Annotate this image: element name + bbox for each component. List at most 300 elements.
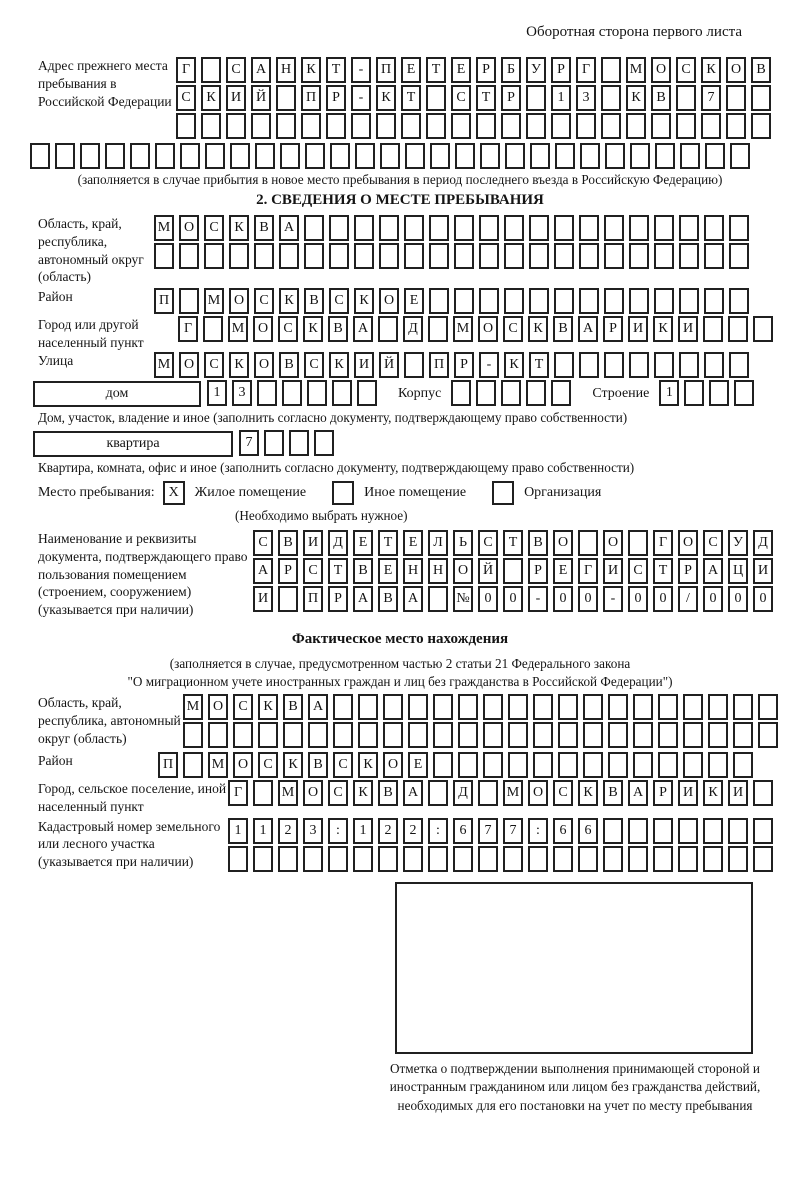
- char-box[interactable]: [176, 113, 196, 139]
- char-box[interactable]: О: [179, 352, 199, 378]
- char-box[interactable]: [401, 113, 421, 139]
- char-box[interactable]: 7: [701, 85, 721, 111]
- char-box[interactable]: [383, 694, 403, 720]
- char-box[interactable]: [428, 586, 448, 612]
- char-box[interactable]: [705, 143, 725, 169]
- char-box[interactable]: [529, 288, 549, 314]
- char-box[interactable]: [426, 85, 446, 111]
- char-box[interactable]: О: [678, 530, 698, 556]
- char-box[interactable]: 0: [728, 586, 748, 612]
- char-box[interactable]: [734, 380, 754, 406]
- char-box[interactable]: О: [229, 288, 249, 314]
- char-box[interactable]: [633, 694, 653, 720]
- char-box[interactable]: К: [329, 352, 349, 378]
- char-box[interactable]: [253, 846, 273, 872]
- char-box[interactable]: [580, 143, 600, 169]
- checkbox-organizaciya[interactable]: [492, 481, 514, 505]
- char-box[interactable]: С: [676, 57, 696, 83]
- char-box[interactable]: Ц: [728, 558, 748, 584]
- char-box[interactable]: [55, 143, 75, 169]
- char-box[interactable]: [758, 722, 778, 748]
- char-box[interactable]: О: [478, 316, 498, 342]
- char-box[interactable]: [603, 818, 623, 844]
- char-box[interactable]: [526, 380, 546, 406]
- char-box[interactable]: [30, 143, 50, 169]
- char-box[interactable]: 3: [232, 380, 252, 406]
- char-box[interactable]: Е: [408, 752, 428, 778]
- char-box[interactable]: [328, 846, 348, 872]
- char-box[interactable]: [578, 530, 598, 556]
- char-box[interactable]: В: [283, 694, 303, 720]
- char-box[interactable]: [653, 846, 673, 872]
- char-box[interactable]: [357, 380, 377, 406]
- char-box[interactable]: [458, 722, 478, 748]
- char-box[interactable]: [654, 215, 674, 241]
- char-box[interactable]: [203, 316, 223, 342]
- char-box[interactable]: [355, 143, 375, 169]
- char-box[interactable]: П: [303, 586, 323, 612]
- char-box[interactable]: [653, 818, 673, 844]
- char-box[interactable]: А: [403, 780, 423, 806]
- char-box[interactable]: [428, 846, 448, 872]
- char-box[interactable]: [478, 846, 498, 872]
- char-box[interactable]: С: [233, 694, 253, 720]
- char-box[interactable]: [551, 380, 571, 406]
- char-box[interactable]: К: [301, 57, 321, 83]
- char-box[interactable]: [351, 113, 371, 139]
- char-box[interactable]: О: [528, 780, 548, 806]
- char-box[interactable]: [354, 215, 374, 241]
- char-box[interactable]: [533, 752, 553, 778]
- char-box[interactable]: [504, 243, 524, 269]
- char-box[interactable]: Б: [501, 57, 521, 83]
- char-box[interactable]: С: [503, 316, 523, 342]
- char-box[interactable]: [403, 846, 423, 872]
- char-box[interactable]: [628, 818, 648, 844]
- char-box[interactable]: [633, 752, 653, 778]
- char-box[interactable]: [105, 143, 125, 169]
- char-box[interactable]: [280, 143, 300, 169]
- char-box[interactable]: [426, 113, 446, 139]
- char-box[interactable]: [378, 846, 398, 872]
- char-box[interactable]: [180, 143, 200, 169]
- char-box[interactable]: У: [526, 57, 546, 83]
- char-box[interactable]: [358, 722, 378, 748]
- char-box[interactable]: [130, 143, 150, 169]
- char-box[interactable]: [683, 722, 703, 748]
- char-box[interactable]: 0: [753, 586, 773, 612]
- char-box[interactable]: С: [303, 558, 323, 584]
- char-box[interactable]: [433, 694, 453, 720]
- char-box[interactable]: [305, 143, 325, 169]
- char-box[interactable]: [579, 243, 599, 269]
- char-box[interactable]: Р: [326, 85, 346, 111]
- char-box[interactable]: К: [376, 85, 396, 111]
- char-box[interactable]: [726, 113, 746, 139]
- char-box[interactable]: [204, 243, 224, 269]
- char-box[interactable]: [604, 352, 624, 378]
- char-box[interactable]: [433, 752, 453, 778]
- char-box[interactable]: [529, 215, 549, 241]
- char-box[interactable]: Д: [403, 316, 423, 342]
- char-box[interactable]: В: [304, 288, 324, 314]
- char-box[interactable]: [155, 143, 175, 169]
- char-box[interactable]: К: [653, 316, 673, 342]
- char-box[interactable]: [483, 694, 503, 720]
- char-box[interactable]: [504, 215, 524, 241]
- char-box[interactable]: В: [528, 530, 548, 556]
- char-box[interactable]: О: [383, 752, 403, 778]
- char-box[interactable]: К: [283, 752, 303, 778]
- char-box[interactable]: -: [351, 85, 371, 111]
- char-box[interactable]: М: [204, 288, 224, 314]
- char-box[interactable]: [80, 143, 100, 169]
- char-box[interactable]: В: [751, 57, 771, 83]
- char-box[interactable]: О: [303, 780, 323, 806]
- char-box[interactable]: [179, 243, 199, 269]
- char-box[interactable]: -: [603, 586, 623, 612]
- char-box[interactable]: А: [279, 215, 299, 241]
- char-box[interactable]: [226, 113, 246, 139]
- char-box[interactable]: [479, 215, 499, 241]
- char-box[interactable]: Д: [753, 530, 773, 556]
- char-box[interactable]: 0: [653, 586, 673, 612]
- char-box[interactable]: Е: [404, 288, 424, 314]
- char-box[interactable]: [208, 722, 228, 748]
- char-box[interactable]: [476, 113, 496, 139]
- char-box[interactable]: С: [628, 558, 648, 584]
- char-box[interactable]: [583, 722, 603, 748]
- char-box[interactable]: К: [201, 85, 221, 111]
- char-box[interactable]: М: [228, 316, 248, 342]
- char-box[interactable]: [354, 243, 374, 269]
- char-box[interactable]: 0: [578, 586, 598, 612]
- char-box[interactable]: [183, 722, 203, 748]
- char-box[interactable]: [676, 113, 696, 139]
- char-box[interactable]: С: [278, 316, 298, 342]
- char-box[interactable]: 0: [703, 586, 723, 612]
- checkbox-inoe[interactable]: [332, 481, 354, 505]
- char-box[interactable]: 0: [478, 586, 498, 612]
- char-box[interactable]: №: [453, 586, 473, 612]
- char-box[interactable]: Т: [326, 57, 346, 83]
- char-box[interactable]: [733, 694, 753, 720]
- char-box[interactable]: К: [358, 752, 378, 778]
- char-box[interactable]: О: [254, 352, 274, 378]
- char-box[interactable]: Ь: [453, 530, 473, 556]
- char-box[interactable]: [554, 215, 574, 241]
- char-box[interactable]: 7: [239, 430, 259, 456]
- char-box[interactable]: Е: [451, 57, 471, 83]
- char-box[interactable]: [428, 316, 448, 342]
- char-box[interactable]: Р: [454, 352, 474, 378]
- char-box[interactable]: [508, 722, 528, 748]
- char-box[interactable]: А: [628, 780, 648, 806]
- char-box[interactable]: [479, 243, 499, 269]
- char-box[interactable]: [728, 846, 748, 872]
- char-box[interactable]: Р: [328, 586, 348, 612]
- char-box[interactable]: М: [154, 215, 174, 241]
- char-box[interactable]: К: [528, 316, 548, 342]
- char-box[interactable]: [501, 380, 521, 406]
- char-box[interactable]: [303, 846, 323, 872]
- char-box[interactable]: [751, 113, 771, 139]
- char-box[interactable]: Й: [251, 85, 271, 111]
- char-box[interactable]: [258, 722, 278, 748]
- char-box[interactable]: [704, 288, 724, 314]
- char-box[interactable]: Р: [551, 57, 571, 83]
- char-box[interactable]: [729, 352, 749, 378]
- char-box[interactable]: С: [328, 780, 348, 806]
- char-box[interactable]: А: [703, 558, 723, 584]
- char-box[interactable]: 7: [503, 818, 523, 844]
- char-box[interactable]: [530, 143, 550, 169]
- char-box[interactable]: Г: [228, 780, 248, 806]
- char-box[interactable]: [480, 143, 500, 169]
- char-box[interactable]: [629, 288, 649, 314]
- char-box[interactable]: В: [553, 316, 573, 342]
- char-box[interactable]: [504, 288, 524, 314]
- char-box[interactable]: [678, 846, 698, 872]
- char-box[interactable]: [458, 752, 478, 778]
- char-box[interactable]: [576, 113, 596, 139]
- char-box[interactable]: А: [403, 586, 423, 612]
- char-box[interactable]: [505, 143, 525, 169]
- char-box[interactable]: С: [176, 85, 196, 111]
- char-box[interactable]: [383, 722, 403, 748]
- char-box[interactable]: [555, 143, 575, 169]
- char-box[interactable]: [726, 85, 746, 111]
- char-box[interactable]: П: [429, 352, 449, 378]
- char-box[interactable]: [704, 352, 724, 378]
- char-box[interactable]: Т: [328, 558, 348, 584]
- char-box[interactable]: К: [229, 352, 249, 378]
- char-box[interactable]: С: [451, 85, 471, 111]
- char-box[interactable]: [333, 722, 353, 748]
- char-box[interactable]: К: [279, 288, 299, 314]
- char-box[interactable]: Т: [653, 558, 673, 584]
- char-box[interactable]: Г: [576, 57, 596, 83]
- char-box[interactable]: [679, 352, 699, 378]
- char-box[interactable]: Л: [428, 530, 448, 556]
- char-box[interactable]: [353, 846, 373, 872]
- char-box[interactable]: [629, 215, 649, 241]
- char-box[interactable]: [454, 243, 474, 269]
- char-box[interactable]: С: [258, 752, 278, 778]
- char-box[interactable]: [533, 694, 553, 720]
- char-box[interactable]: И: [226, 85, 246, 111]
- char-box[interactable]: -: [479, 352, 499, 378]
- char-box[interactable]: [329, 243, 349, 269]
- char-box[interactable]: Й: [478, 558, 498, 584]
- char-box[interactable]: Р: [678, 558, 698, 584]
- char-box[interactable]: П: [154, 288, 174, 314]
- char-box[interactable]: [380, 143, 400, 169]
- char-box[interactable]: Д: [453, 780, 473, 806]
- char-box[interactable]: О: [603, 530, 623, 556]
- char-box[interactable]: А: [578, 316, 598, 342]
- char-box[interactable]: 6: [453, 818, 473, 844]
- char-box[interactable]: К: [354, 288, 374, 314]
- char-box[interactable]: Р: [501, 85, 521, 111]
- char-box[interactable]: В: [353, 558, 373, 584]
- char-box[interactable]: [228, 846, 248, 872]
- char-box[interactable]: [253, 780, 273, 806]
- char-box[interactable]: [179, 288, 199, 314]
- char-box[interactable]: И: [628, 316, 648, 342]
- char-box[interactable]: [628, 846, 648, 872]
- char-box[interactable]: [658, 694, 678, 720]
- char-box[interactable]: П: [158, 752, 178, 778]
- char-box[interactable]: [183, 752, 203, 778]
- char-box[interactable]: [703, 316, 723, 342]
- char-box[interactable]: [358, 694, 378, 720]
- char-box[interactable]: [553, 846, 573, 872]
- char-box[interactable]: [429, 288, 449, 314]
- char-box[interactable]: [453, 846, 473, 872]
- char-box[interactable]: 2: [403, 818, 423, 844]
- char-box[interactable]: И: [678, 316, 698, 342]
- char-box[interactable]: М: [278, 780, 298, 806]
- char-box[interactable]: [729, 215, 749, 241]
- char-box[interactable]: [508, 694, 528, 720]
- char-box[interactable]: Д: [328, 530, 348, 556]
- char-box[interactable]: [679, 215, 699, 241]
- char-box[interactable]: [376, 113, 396, 139]
- char-box[interactable]: Н: [428, 558, 448, 584]
- char-box[interactable]: [658, 752, 678, 778]
- char-box[interactable]: [276, 85, 296, 111]
- char-box[interactable]: [201, 113, 221, 139]
- char-box[interactable]: К: [578, 780, 598, 806]
- char-box[interactable]: С: [333, 752, 353, 778]
- char-box[interactable]: О: [651, 57, 671, 83]
- char-box[interactable]: В: [603, 780, 623, 806]
- char-box[interactable]: Й: [379, 352, 399, 378]
- char-box[interactable]: [683, 694, 703, 720]
- char-box[interactable]: [529, 243, 549, 269]
- char-box[interactable]: О: [553, 530, 573, 556]
- char-box[interactable]: И: [603, 558, 623, 584]
- char-box[interactable]: Е: [553, 558, 573, 584]
- char-box[interactable]: М: [154, 352, 174, 378]
- char-box[interactable]: [751, 85, 771, 111]
- char-box[interactable]: [379, 215, 399, 241]
- char-box[interactable]: [408, 722, 428, 748]
- char-box[interactable]: [429, 243, 449, 269]
- char-box[interactable]: [282, 380, 302, 406]
- char-box[interactable]: [579, 352, 599, 378]
- char-box[interactable]: М: [208, 752, 228, 778]
- char-box[interactable]: Е: [353, 530, 373, 556]
- char-box[interactable]: В: [328, 316, 348, 342]
- char-box[interactable]: С: [478, 530, 498, 556]
- char-box[interactable]: [708, 722, 728, 748]
- char-box[interactable]: [651, 113, 671, 139]
- char-box[interactable]: С: [329, 288, 349, 314]
- char-box[interactable]: А: [353, 586, 373, 612]
- char-box[interactable]: [404, 243, 424, 269]
- char-box[interactable]: Т: [378, 530, 398, 556]
- char-box[interactable]: 1: [659, 380, 679, 406]
- char-box[interactable]: [676, 85, 696, 111]
- char-box[interactable]: [379, 243, 399, 269]
- char-box[interactable]: [433, 722, 453, 748]
- char-box[interactable]: О: [253, 316, 273, 342]
- char-box[interactable]: П: [376, 57, 396, 83]
- char-box[interactable]: А: [253, 558, 273, 584]
- char-box[interactable]: [233, 722, 253, 748]
- char-box[interactable]: [278, 586, 298, 612]
- char-box[interactable]: [308, 722, 328, 748]
- char-box[interactable]: [604, 288, 624, 314]
- char-box[interactable]: [629, 243, 649, 269]
- char-box[interactable]: Р: [653, 780, 673, 806]
- char-box[interactable]: У: [728, 530, 748, 556]
- char-box[interactable]: В: [378, 780, 398, 806]
- char-box[interactable]: [501, 113, 521, 139]
- char-box[interactable]: [503, 846, 523, 872]
- char-box[interactable]: [683, 752, 703, 778]
- char-box[interactable]: Т: [476, 85, 496, 111]
- char-box[interactable]: [533, 722, 553, 748]
- char-box[interactable]: [304, 243, 324, 269]
- char-box[interactable]: [708, 752, 728, 778]
- char-box[interactable]: 0: [553, 586, 573, 612]
- char-box[interactable]: Г: [176, 57, 196, 83]
- char-box[interactable]: М: [626, 57, 646, 83]
- char-box[interactable]: [728, 818, 748, 844]
- char-box[interactable]: [554, 243, 574, 269]
- char-box[interactable]: О: [379, 288, 399, 314]
- char-box[interactable]: Г: [578, 558, 598, 584]
- char-box[interactable]: [314, 430, 334, 456]
- char-box[interactable]: [680, 143, 700, 169]
- char-box[interactable]: 7: [478, 818, 498, 844]
- char-box[interactable]: [458, 694, 478, 720]
- char-box[interactable]: [276, 113, 296, 139]
- char-box[interactable]: [733, 752, 753, 778]
- char-box[interactable]: И: [354, 352, 374, 378]
- char-box[interactable]: [658, 722, 678, 748]
- char-box[interactable]: Т: [426, 57, 446, 83]
- char-box[interactable]: Н: [403, 558, 423, 584]
- char-box[interactable]: С: [703, 530, 723, 556]
- char-box[interactable]: [655, 143, 675, 169]
- char-box[interactable]: [332, 380, 352, 406]
- char-box[interactable]: [579, 215, 599, 241]
- char-box[interactable]: [326, 113, 346, 139]
- char-box[interactable]: [628, 530, 648, 556]
- char-box[interactable]: Р: [528, 558, 548, 584]
- char-box[interactable]: [333, 694, 353, 720]
- char-box[interactable]: О: [208, 694, 228, 720]
- char-box[interactable]: [701, 113, 721, 139]
- char-box[interactable]: [703, 846, 723, 872]
- char-box[interactable]: С: [253, 530, 273, 556]
- char-box[interactable]: [608, 752, 628, 778]
- char-box[interactable]: [255, 143, 275, 169]
- char-box[interactable]: [405, 143, 425, 169]
- char-box[interactable]: [404, 215, 424, 241]
- char-box[interactable]: [578, 846, 598, 872]
- char-box[interactable]: [605, 143, 625, 169]
- char-box[interactable]: [230, 143, 250, 169]
- char-box[interactable]: [753, 818, 773, 844]
- char-box[interactable]: [583, 694, 603, 720]
- char-box[interactable]: К: [229, 215, 249, 241]
- char-box[interactable]: [483, 752, 503, 778]
